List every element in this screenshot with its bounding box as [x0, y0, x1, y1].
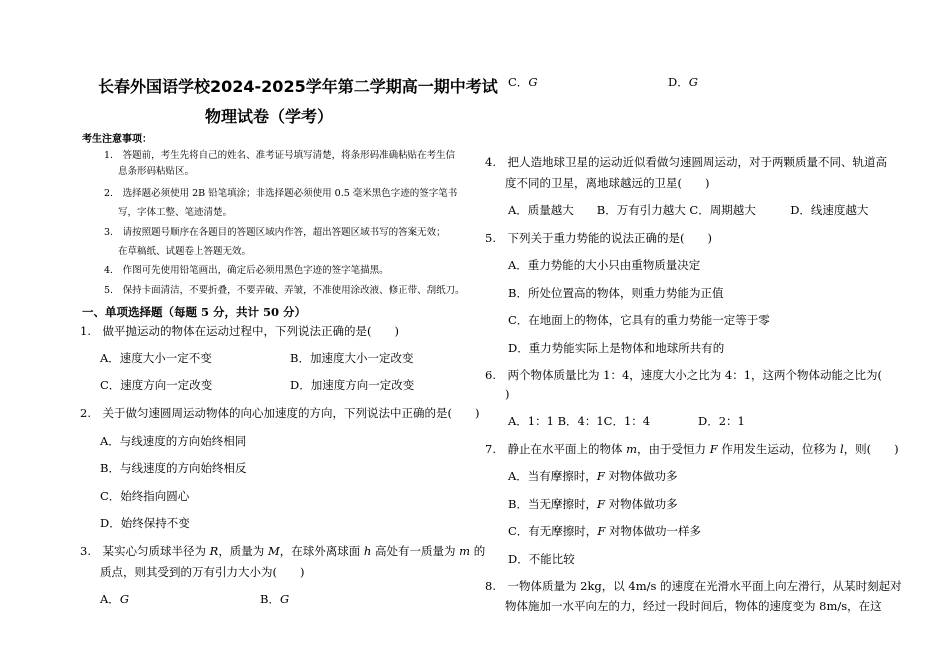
exam-title: 长春外国语学校2024-2025学年第二学期高一期中考试: [98, 77, 498, 96]
q5-option-d: D．重力势能实际上是物体和地球所共有的: [508, 341, 725, 355]
q5-option-b: B．所处位置高的物体，则重力势能为正值: [508, 286, 724, 300]
q3-stem-line-1: 3. 某实心匀质球半径为 R，质量为 M，在球外离球面 h 高处有一质量为 m 的: [80, 544, 486, 558]
q1-option-a: A．速度大小一定不变: [100, 351, 212, 365]
section-heading: 一、单项选择题（每题 5 分，共计 50 分）: [82, 305, 307, 319]
q7-option-c: C．有无摩擦时，F 对物体做功一样多: [508, 524, 701, 538]
q6-option-d: D．2：1: [698, 414, 745, 428]
q2-option-b: B．与线速度的方向始终相反: [100, 461, 247, 475]
q8-stem-line-2: 物体施加一水平向左的力，经过一段时间后，物体的速度变为 8m/s，在这: [505, 599, 882, 613]
q3-option-a: A．G: [100, 592, 129, 606]
q5-option-a: A．重力势能的大小只由重物质量决定: [508, 258, 701, 272]
q7-option-a: A．当有摩擦时，F 对物体做功多: [508, 469, 678, 483]
q6-options-abc: A．1：1 B．4：1C．1：4: [508, 414, 651, 428]
note-2-line-1: 2. 选择题必须使用 2B 铅笔填涂；非选择题必须使用 0.5 毫米黑色字迹的签字笔书: [104, 188, 458, 199]
q2-option-a: A．与线速度的方向始终相同: [100, 434, 247, 448]
notes-heading: 考生注意事项：: [82, 134, 152, 145]
note-4: 4. 作图可先使用铅笔画出，确定后必须用黑色字迹的签字笔描黑。: [104, 265, 389, 276]
note-1-line-2: 息条形码粘贴区。: [118, 166, 195, 177]
q2-option-c: C．始终指向圆心: [100, 489, 190, 503]
q6-stem-line-1: 6. 两个物体质量比为 1：4，速度大小之比为 4：1，这两个物体动能之比为(: [485, 368, 883, 382]
q1-option-c: C．速度方向一定改变: [100, 378, 213, 392]
note-5: 5. 保持卡面清洁，不要折叠，不要弄破、弄皱，不准使用涂改液、修正带、刮纸刀。: [104, 285, 465, 296]
q8-stem-line-1: 8. 一物体质量为 2kg，以 4m/s 的速度在光滑水平面上向左滑行，从某时刻起对: [485, 579, 902, 593]
q3-option-c: C．G: [508, 75, 538, 89]
q5-stem: 5. 下列关于重力势能的说法正确的是( ): [485, 231, 712, 245]
note-3-line-2: 在草稿纸、试题卷上答题无效。: [118, 246, 252, 257]
q1-stem: 1. 做平抛运动的物体在运动过程中，下列说法正确的是( ): [80, 324, 399, 338]
q7-stem: 7. 静止在水平面上的物体 m，由于受恒力 F 作用发生运动，位移为 l，则( ): [485, 442, 899, 456]
q3-stem-line-2: 质点，则其受到的万有引力大小为( ): [100, 565, 305, 579]
q6-stem-line-2: ): [505, 387, 510, 401]
q4-stem-line-2: 度不同的卫星，离地球越远的卫星( ): [505, 176, 710, 190]
q4-stem-line-1: 4. 把人造地球卫星的运动近似看做匀速圆周运动，对于两颗质量不同、轨道高: [485, 155, 887, 169]
q3-option-d: D．G: [668, 75, 698, 89]
note-1-line-1: 1. 答题前，考生先将自己的姓名、准考证号填写清楚，将条形码准确粘贴在考生信: [104, 150, 456, 161]
q4-options: A．质量越大 B．万有引力越大 C．周期越大 D．线速度越大: [508, 203, 869, 217]
note-3-line-1: 3. 请按照题号顺序在各题目的答题区域内作答，超出答题区域书写的答案无效；: [104, 227, 446, 238]
q7-option-b: B．当无摩擦时，F 对物体做功多: [508, 497, 678, 511]
q3-option-b: B．G: [260, 592, 290, 606]
q7-option-d: D．不能比较: [508, 552, 575, 566]
q2-stem: 2. 关于做匀速圆周运动物体的向心加速度的方向，下列说法中正确的是( ): [80, 406, 480, 420]
exam-subtitle: 物理试卷（学考）: [205, 107, 334, 126]
q2-option-d: D．始终保持不变: [100, 516, 190, 530]
q5-option-c: C．在地面上的物体，它具有的重力势能一定等于零: [508, 313, 770, 327]
q1-option-d: D．加速度方向一定改变: [290, 378, 415, 392]
q1-option-b: B．加速度大小一定改变: [290, 351, 414, 365]
note-2-line-2: 写，字体工整、笔迹清楚。: [118, 207, 233, 218]
